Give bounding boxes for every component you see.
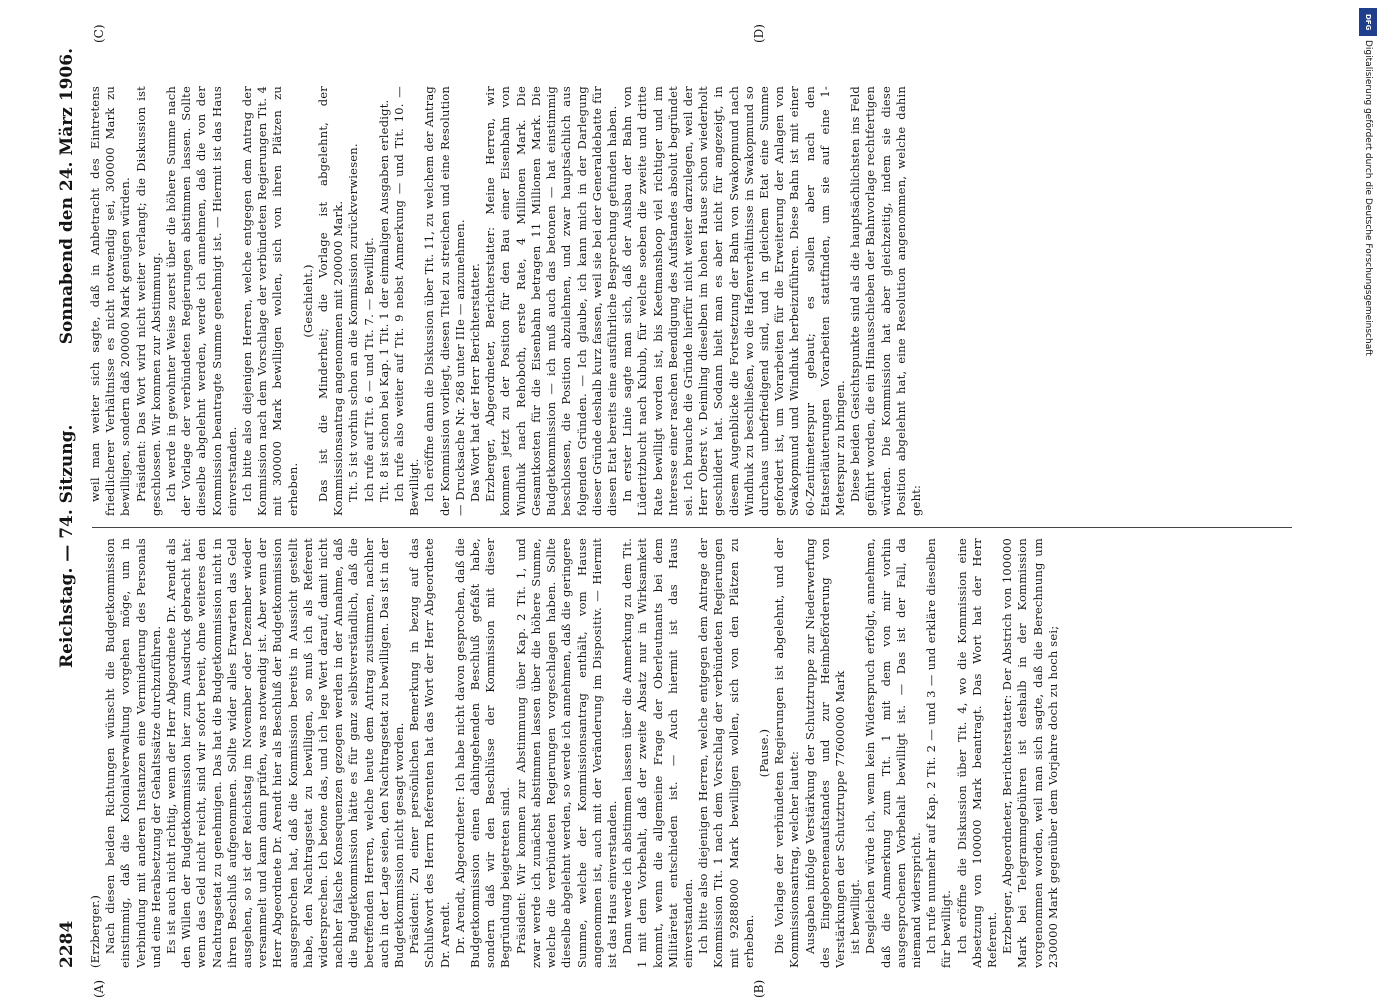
column-divider xyxy=(92,527,1292,528)
paragraph: Das ist die Minderheit; die Vorlage ist abgelehnt, der Kommissionsantrag angenommen mit 200000 Mark. xyxy=(316,86,346,516)
paragraph: Tit. 5 ist vorhin schon an die Kommission zurückverwiesen. xyxy=(346,143,361,502)
paragraph: Nach diesen beiden Richtungen wünscht die Budgetkommission einstimmig, daß die Kolonialverwaltung vorgehen möge, um in Verbindung mit anderen Instanzen eine Verminderung des Personals und eine Herabsetzung der Gehaltssätze durchzuführen. xyxy=(103,538,163,968)
paragraph: Ausgaben infolge Verstärkung der Schutztruppe zur Niederwerfung des Eingeborenenaufstandes und zur Heimbeförderung von Verstärkungen der Schutztruppe 77600000 Mark xyxy=(802,538,847,968)
session-date: Sonnabend den 24. März 1906. xyxy=(57,48,77,345)
paragraph: (Pause.) xyxy=(756,728,771,778)
paragraph: Ich bitte also diejenigen Herren, welche entgegen dem Antrag der Kommission nach dem Vorschlage der verbündeten Regierungen Tit. 4 mit 300000 Mark bewilligen wollen, sich von ihren Plätzen zu erheben. xyxy=(240,86,300,516)
paragraph: Die Vorlage der verbündeten Regierungen ist abgelehnt, und der Kommissionsantrag, welcher lautet: xyxy=(772,538,802,968)
paragraph: Ich werde in gewohnter Weise zuerst über die höhere Summe nach der Vorlage der verbündeten Regierungen abstimmen lassen. Sollte dieselbe abgelehnt werden, werde ich annehmen, daß die von der Kommission beantragte Summe genehmigt ist. — Hiermit ist das Haus einverstanden. xyxy=(164,86,239,516)
paragraph: Ich eröffne dann die Diskussion über Tit. 11, zu welchem der Antrag der Kommission vorliegt, diesen Titel zu streichen und eine Resolution — Drucksache Nr. 268 unter IIIe — anzunehmen. xyxy=(422,86,467,516)
left-text-column xyxy=(88,538,1298,968)
paragraph: Präsident: Zu einer persönlichen Bemerkung in bezug auf das Schlußwort des Herrn Referenten hat das Wort der Herr Abgeordnete Dr. Arendt. xyxy=(407,538,452,968)
paragraph: ist bewilligt. xyxy=(848,878,863,954)
paragraph: Tit. 8 ist schon bei Kap. 1 Tit. 1 der einmaligen Ausgaben erledigt. xyxy=(376,99,391,502)
credit-sidebar xyxy=(1357,40,1377,940)
dfg-logo: DFG xyxy=(1359,8,1377,36)
paragraph: Erzberger, Abgeordneter, Berichterstatter: Meine Herren, wir kommen jetzt zu der Position für den Bau einer Eisenbahn von Windhuk nach Rehoboth, erste Rate, 4 Millionen Mark. Die Gesamtkosten für die Eisenbahn betragen 11 Millionen Mark. Die Budgetkommission — ich muß auch das betonen — hat einstimmig beschlossen, die Position abzulehnen, und zwar hauptsächlich aus folgenden Gründen. — Ich glaube, ich kann mich in der Darlegung dieser Gründe deshalb kurz fassen, weil sie bei der Generaldebatte für diesen Etat bereits eine ausführliche Besprechung gefunden haben. xyxy=(483,86,619,516)
paragraph: Das Wort hat der Herr Berichterstatter. xyxy=(468,262,483,502)
margin-marker-c: (C) xyxy=(92,24,106,43)
paragraph: Ich rufe auf Tit. 6 — und Tit. 7. — Bewilligt. xyxy=(361,237,376,502)
margin-marker-b: (B) xyxy=(752,979,766,998)
rotated-page-content xyxy=(52,24,1302,998)
paragraph: Präsident: Das Wort wird nicht weiter verlangt; die Diskussion ist geschlossen. Wir kommen zur Abstimmung. xyxy=(133,86,163,516)
page-header xyxy=(52,48,82,968)
paragraph: Dr. Arendt, Abgeordneter: Ich habe nicht davon gesprochen, daß die Budgetkommission einen dahingehenden Beschluß gefaßt habe, sondern daß wir den Beschlüsse der Kommission mit dieser Begründung beigetreten sind. xyxy=(452,538,513,968)
session-title: Reichstag. — 74. Sitzung. xyxy=(57,424,77,668)
paragraph: Diese beiden Gesichtspunkte sind als die hauptsächlichsten ins Feld geführt worden, die ein Hinausschieben der Bahnvorlage rechtfertigen würden. Die Kommission hat aber gleichzeitig, indem sie diese Position abgelehnt hat, eine Resolution angenommen, welche dahin geht: xyxy=(848,86,923,516)
page-number: 2284 xyxy=(57,920,77,968)
paragraph: Es ist auch nicht richtig, wenn der Herr Abgeordnete Dr. Arendt als den Willen der Budgetkommission hier zum Ausdruck gebracht hat: wenn das Geld nicht reicht, sind wir sofort bereit, ohne weiteres den Nachtragsetat zu genehmigen. Das hat die Budgetkommission nicht in ihren Beschluß aufgenommen. Sollte wider alles Erwarten das Geld ausgehen, so ist der Reichstag im November oder Dezember wieder versammelt und kann dann prüfen, was notwendig ist. Aber wenn der Herr Abgeordnete Dr. Arendt hier als Beschluß der Budgetkommission ausgesprochen hat, daß die Kommission bereits in Aussicht gestellt habe, den Nachtragsetat zu bewilligen, so muß ich als Referent widersprechen. Ich betone das, und ich lege Wert darauf, damit nicht nachher falsche Konsequenzen gezogen werden in der Annahme, daß die Budgetkommission hätte es für ganz selbstverständlich, daß die betreffenden Herren, welche heute dem Antrag zustimmen, nachher auch in der Lage seien, den Nachtragsetat zu bewilligen. Das ist in der Budgetkommission nicht gesagt worden. xyxy=(164,538,407,968)
margin-marker-a: (A) xyxy=(92,979,106,998)
paragraph: Ich eröffne die Diskussion über Tit. 4, wo die Kommission eine Absetzung von 100000 Mark beantragt. Das Wort hat der Herr Referent. xyxy=(954,538,999,968)
paragraph: Desgleichen würde ich, wenn kein Widerspruch erfolgt, annehmen, daß die Anmerkung zum Tit. 1 mit dem von mir vorhin ausgesprochenen Vorbehalt bewilligt ist. — Das ist der Fall, da niemand widerspricht. xyxy=(863,538,923,968)
paragraph: (Geschieht.) xyxy=(300,264,315,338)
right-text-column xyxy=(88,86,1298,516)
paragraph: Erzberger, Abgeordneter, Berichterstatter: Der Abstrich von 100000 Mark bei Telegrammgebühren ist deshalb in der Kommission vorgenommen worden, weil man sich sagte, daß die Berechnung um 230000 Mark gegenüber dem Vorjahre doch zu hoch sei; xyxy=(1000,538,1060,968)
paragraph: (Erzberger.) xyxy=(88,894,102,968)
paragraph: Dann werde ich abstimmen lassen über die Anmerkung zu dem Tit. 1 mit dem Vorbehalt, daß der zweite Absatz nur in Wirksamkeit kommt, wenn die allgemeine Frage der Oberleutnants bei dem Militäretat entschieden ist. — Auch hiermit ist das Haus einverstanden. xyxy=(620,538,695,968)
paragraph: weil man weiter sich sagte, daß in Anbetracht des Eintretens friedlicherer Verhältnisse es nicht notwendig sei, 300000 Mark zu bewilligen, sondern daß 200000 Mark genügen würden. xyxy=(88,86,133,516)
credit-text: Digitalisierung gefördert durch die Deutsche Forschungsgemeinschaft xyxy=(1363,40,1373,356)
paragraph: In erster Linie sagte man sich, daß der Ausbau der Bahn von Lüderitzbucht nach Kubub, für welche soeben die zweite und dritte Rate bewilligt worden ist, bis Keetmanshoop viel richtiger und im Interesse einer raschen Beendigung des Aufstandes absolut begründet sei. Ich brauche die Gründe hierfür nicht weiter darzulegen, weil der Herr Oberst v. Deimling dieselben im hohen Hause schon wiederholt geschildert hat. Sodann hielt man es aber nicht für angezeigt, in diesem Augenblicke die Fortsetzung der Bahn von Swakopmund nach Windhuk zu beschließen, wo die Hafenverhältnisse in Swakopmund so durchaus unbefriedigend sind, und in gleichem Etat eine Summe gefordert ist, um Vorarbeiten für die Erweiterung der Anlagen von Swakopmund und Windhuk herbeizuführen. Diese Bahn ist mit einer 60-Zentimeterspur gebaut; es sollen aber nach den Etatserläuterungen Vorarbeiten stattfinden, um sie auf eine 1-Meterspur zu bringen. xyxy=(620,86,847,516)
paragraph: Ich bitte also diejenigen Herren, welche entgegen dem Antrage der Kommission Tit. 1 nach dem Vorschlag der verbündeten Regierungen mit 92888000 Mark bewilligen wollen, sich von den Plätzen zu erheben. xyxy=(696,538,756,968)
paragraph: Präsident: Wir kommen zur Abstimmung über Kap. 2 Tit. 1, und zwar werde ich zunächst abstimmen lassen über die höhere Summe, welche die verbündeten Regierungen vorgeschlagen haben. Sollte dieselbe abgelehnt werden, so werde ich annehmen, daß die geringere Summe, welche der Kommissionsantrag enthält, vom Hause angenommen ist, auch mit der Veränderung im Dispositiv. — Hiermit ist das Haus einverstanden. xyxy=(513,538,619,968)
paragraph: Ich rufe also weiter auf Tit. 9 nebst Anmerkung — und Tit. 10. — Bewilligt. xyxy=(392,86,422,516)
margin-marker-d: (D) xyxy=(752,24,766,43)
paragraph: Ich rufe nunmehr auf Kap. 2 Tit. 2 — und 3 — und erkläre dieselben für bewilligt. xyxy=(924,538,954,968)
